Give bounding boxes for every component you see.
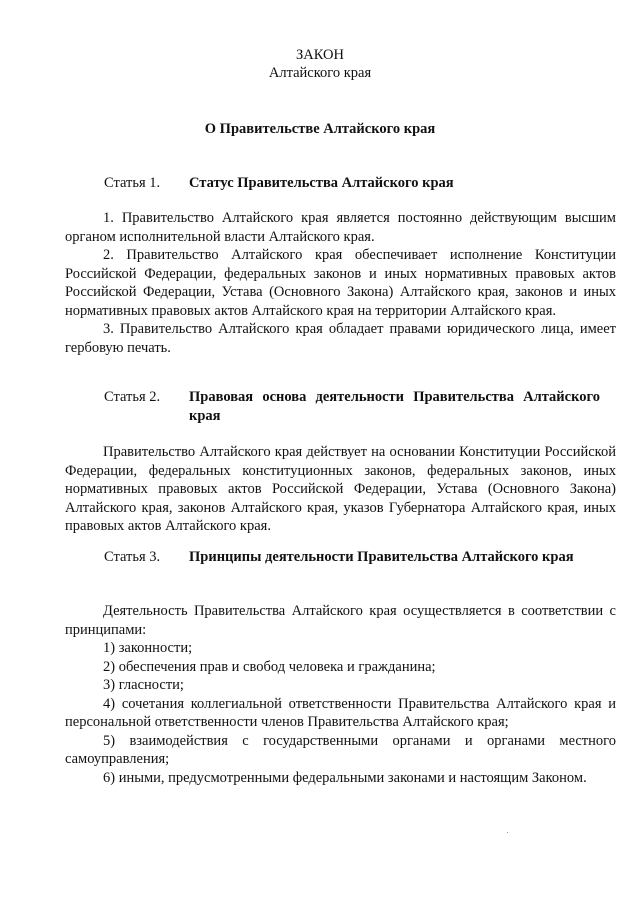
article-paragraph: 1. Правительство Алтайского края является постоянно действующим высшим органом исполнительной власти Алтайского края. (65, 210, 616, 245)
list-item: 6) иными, предусмотренными федеральными законами и настоящим Законом. (103, 769, 587, 786)
scan-speck (507, 832, 508, 833)
article-heading: Правовая основа деятельности Правительства Алтайского края (189, 389, 600, 424)
law-subject: О Правительстве Алтайского края (204, 121, 436, 137)
list-item: 5) взаимодействия с государственными органами и органами местного самоуправления; (65, 732, 616, 767)
article-heading: Статус Правительства Алтайского края (189, 175, 454, 191)
article-paragraph: Правительство Алтайского края действует на основании Конституции Российской Федерации, федеральных конституционных законов, федеральных законов, иных нормативных правовых актов Российской Федерации, Устава (Основного Закона) Алтайского края, законов Алтайского края, указов Губернатора Алтайского края, иных правовых актов Алтайского края. (65, 444, 616, 534)
list-item: 3) гласности; (103, 677, 184, 693)
article-paragraph: 2. Правительство Алтайского края обеспечивает исполнение Конституции Российской Федерации, федеральных законов и иных нормативных правовых актов Российской Федерации, Устава (Основного Закона) Алтайского края, законов и иных нормативных правовых актов Алтайского края на территории Алтайского края. (65, 247, 616, 319)
article-paragraph: Деятельность Правительства Алтайского края осуществляется в соответствии с принципами: (65, 603, 616, 638)
list-item: 1) законности; (103, 640, 193, 656)
law-region: Алтайского края (268, 65, 372, 81)
list-item: 4) сочетания коллегиальной ответственности Правительства Алтайского края и персональной ответственности членов Правительства Алтайского края; (65, 695, 616, 730)
article-number: Статья 3. (104, 549, 161, 565)
article-number: Статья 1. (104, 175, 161, 191)
article-paragraph: 3. Правительство Алтайского края обладает правами юридического лица, имеет гербовую печать. (65, 321, 616, 356)
article-heading: Принципы деятельности Правительства Алтайского края (189, 549, 574, 565)
article-1-body (65, 209, 616, 357)
list-item: 2) обеспечения прав и свобод человека и гражданина; (103, 658, 436, 675)
law-title: ЗАКОН (296, 47, 344, 63)
article-3-body (65, 602, 616, 787)
article-number: Статья 2. (104, 389, 161, 405)
article-2-body (65, 443, 616, 536)
